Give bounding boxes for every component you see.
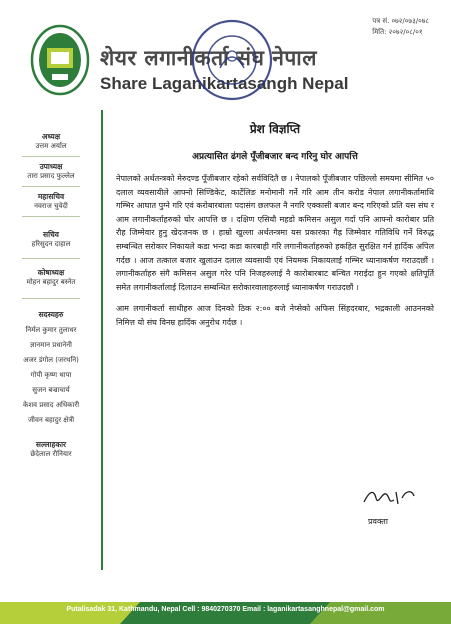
divider [22, 216, 80, 217]
members-heading [0, 310, 102, 320]
member-name: अजर डंगोल (जरथनि) [23, 356, 79, 364]
divider [22, 156, 80, 157]
body-paragraph: आम लगानीकर्ता साथीहरु आज दिनको ठिक २:०० बजे नेप्सेको अफिस सिंहदरबार, भद्रकाली आउननको निमित्त यो संघ विनम्र हार्दिक अनुरोध गर्दछ । [116, 304, 434, 327]
officer-name: नवराज चुवेदी [34, 202, 68, 210]
body-paragraph: नेपालको अर्थतन्त्रको मेरुदण्ड पूँजीबजार रहेको सर्वविदितै छ । नेपालको पूँजीबजार पछिल्लो समयमा सीमित ५० दलाल व्यवसायीले आफ्नो सिण्डिकेट, कार्टेलिङ मनोमानी गर्ने गरि आम तीन करोड नेपाल लगानीकर्तामाथि गम्भिर आघात पुग्ने गरि एवं करोबारबाला पदासंग छलफल नै नगरि एक्कासी बजार बन्द गरिएको प्रति यस संघ र आम लगानीकर्ताहरुको घोर आपत्ति छ । दक्षिण एसियौ महडो कमिसन असुल गर्दा पनि आफ्नो कारोबार प्रति रौह जिम्मेवार हुनु खेदजनक छ । हाम्रो खुल्ला अर्थतन्त्रमा यस प्रकारका गैह्र जिम्मेवार गतिविधि गर्ने विरुद्ध सम्बन्धित सरोकार निकायले कडा भन्दा कडा कारबाही गरि लगानीकर्ताहरुको हकहित सुरक्षित गर्न हार्दिक अपिल गर्दछ । आज तत्काल बजार खुलाउन दलाल व्यवसायी एवं नियमक निकायलाई गम्भिर ध्यानाकर्षण गराउदछौं । लगानीकर्ताहरु संगै कमिसन असुल गरेर पनि निजहरुलाई नै कारोबारबाट बन्चित गराईदा हुन गएको क्षतिपूर्ति समेत लगानीकर्तालाई दिलाउन सम्बन्धित सरोकारवालाहरुलाई ध्यानाकर्षण गराउदछौं । [116, 174, 434, 292]
officer-name: हरिसुदन दाहाल [31, 240, 71, 248]
sidebar-divider-line [101, 110, 103, 570]
signature [360, 484, 420, 510]
officer-name: मोहन बहादुर बस्नेत [26, 278, 76, 286]
press-release-title: प्रेश विज्ञप्ति [249, 122, 301, 136]
advisor-label: सल्लाहकार [35, 440, 67, 449]
officer-president [0, 132, 102, 151]
organization-stamp [190, 18, 274, 102]
officer-secretary [0, 230, 102, 249]
officer-name: तारा प्रसाद फुल्लेल [27, 172, 75, 180]
member-name: ज्ञानमान प्रधानेनी [30, 341, 72, 349]
signatory-title: प्रवक्ता [368, 517, 388, 526]
officer-treasurer [0, 268, 102, 287]
member-name: सुजन बज्राचार्य [32, 386, 70, 394]
officer-role: कोषाध्यक्ष [37, 268, 65, 277]
letter-date: मिति: २०७२/०८/०१ [372, 28, 423, 36]
officer-general-secretary [0, 192, 102, 211]
reference-block [372, 16, 429, 38]
advisor-block [0, 440, 102, 459]
divider [22, 186, 80, 187]
member-name: केशव प्रसाद अधिकारी [22, 401, 80, 409]
organization-name-english: Share Laganikartasangh Nepal [100, 74, 349, 93]
press-release-body [116, 120, 434, 330]
organization-logo [30, 24, 90, 96]
reference-number: पत्र सं. ०७२/०७३/०७८ [372, 17, 429, 25]
members-list [0, 323, 102, 428]
members-label: सदस्यहरु [38, 310, 64, 319]
member-name: गोपी कृष्ण थापा [30, 371, 72, 379]
letterhead [0, 0, 451, 108]
officer-role: महासचिव [37, 192, 65, 201]
footer-contact: Putalisadak 31, Kathmandu, Nepal Cell : 9840270370 Email : laganikartasanghnepal@gmail.com [66, 606, 385, 613]
member-name: जीवन बहादुर क्षेत्री [27, 416, 75, 424]
divider [22, 298, 80, 299]
executive-committee-sidebar [0, 110, 102, 570]
officer-role: उपाध्यक्ष [39, 162, 63, 171]
organization-name-nepali: शेयर लगानीकर्ता संघ नेपाल [100, 46, 317, 70]
advisor-name: छेदेलाल रौनियार [30, 450, 72, 458]
member-name: निर्मल कुमार तुलाधर [25, 326, 77, 334]
officer-vice-president [0, 162, 102, 181]
officer-role: अध्यक्ष [41, 132, 61, 141]
officer-name: उत्तम अर्याल [35, 142, 67, 150]
officer-role: सचिव [43, 230, 59, 239]
press-release-subject: अप्रत्यासित ढंगले पूँजीबजार बन्द गरिनु घोर आपत्ति [192, 152, 358, 162]
divider [22, 258, 80, 259]
